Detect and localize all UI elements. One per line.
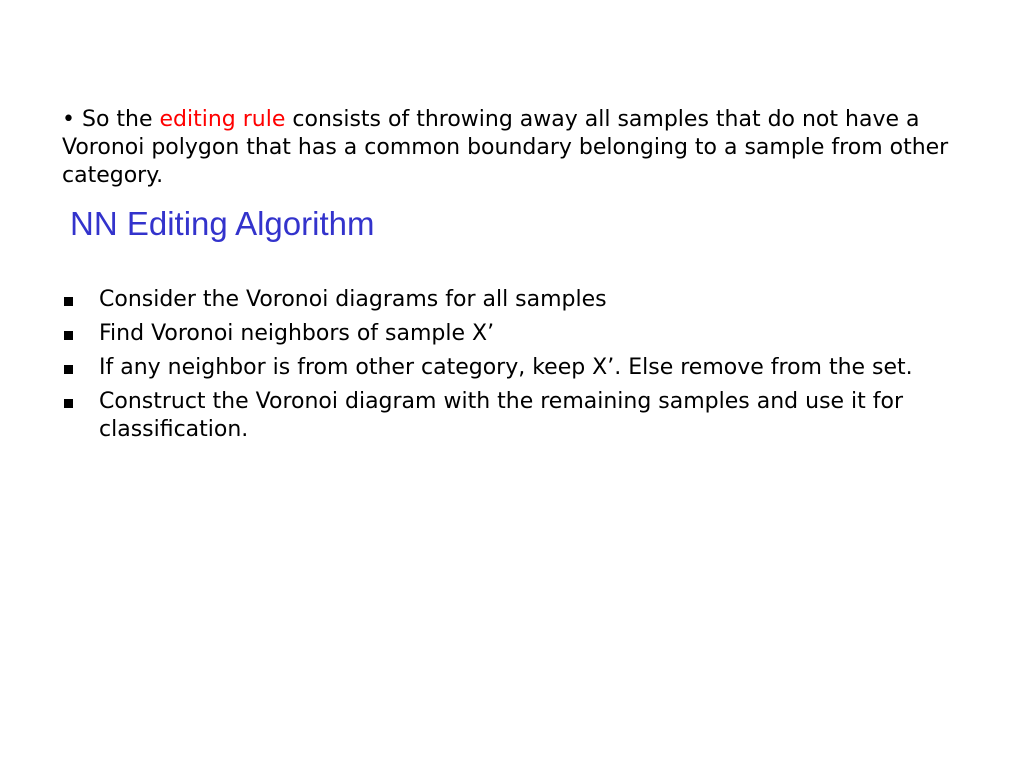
list-item-text: Consider the Voronoi diagrams for all samples (99, 287, 607, 312)
list-item (62, 388, 962, 444)
list-item (62, 286, 962, 314)
list-item-text: If any neighbor is from other category, keep X’. Else remove from the set. (99, 355, 913, 380)
square-bullet-icon (64, 297, 73, 306)
list-item (62, 354, 962, 382)
list-item-text: Construct the Voronoi diagram with the remaining samples and use it for classification. (99, 389, 904, 442)
section-heading: NN Editing Algorithm (70, 205, 375, 242)
square-bullet-icon (64, 399, 73, 408)
list-item-text: Find Voronoi neighbors of sample X’ (99, 321, 495, 346)
list-item (62, 320, 962, 348)
intro-text-after: consists of throwing away all samples that do not have a Voronoi polygon that has a common boundary belonging to a sample from other category. (62, 107, 949, 188)
algorithm-steps-list (62, 286, 962, 450)
square-bullet-icon (64, 365, 73, 374)
editing-rule-highlight: editing rule (159, 107, 286, 132)
intro-paragraph (62, 106, 962, 190)
intro-text-before: So the (74, 107, 160, 132)
intro-bullet: • (62, 107, 75, 132)
square-bullet-icon (64, 331, 73, 340)
